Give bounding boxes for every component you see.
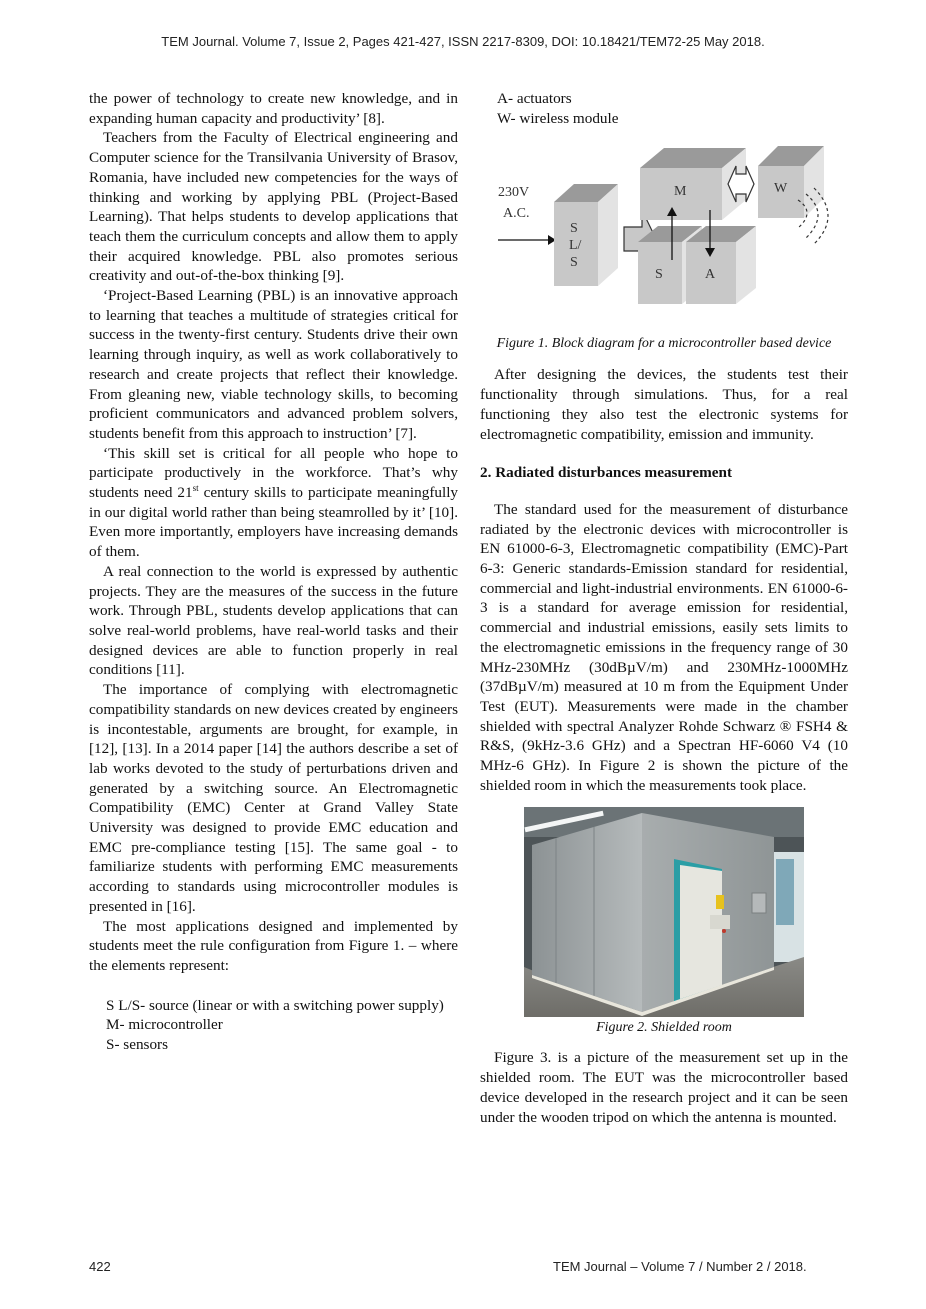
paragraph: After designing the devices, the students test their functionality through simulations. Thus, for a real functioning they also test the electronic systems for electromagnetic compatibility, emission and immunity. [480,366,848,443]
paragraph: ‘Project-Based Learning (PBL) is an innovative approach to learning that teaches a multitude of strategies critical for success in the twenty-first century. Students drive their own learning through inquiry, as well as work collaboratively to research and create projects that reflect their knowledge. From gleaning new, viable technology skills, to becoming proficient communicators and advanced problem solvers, students benefit from this approach to instruction’ [7]. [89,287,458,442]
paragraph: Figure 3. is a picture of the measurement set up in the shielded room. The EUT was the microcontroller based device developed in the research project and it can be seen under the wooden tripod on which the antenna is mounted. [480,1049,848,1126]
figure-legend-list [89,996,458,1055]
figure-legend-list [480,89,848,128]
input-label: 230V [498,185,530,201]
page-number: 422 [89,1259,111,1274]
paragraph [89,444,458,562]
section-heading: 2. Radiated disturbances measurement [480,464,732,482]
paragraph: the power of technology to create new knowledge, and in expanding human capacity and productivity’ [8]. [89,90,458,127]
paragraph: A real connection to the world is expressed by authentic projects. They are the measures of the success in the future work. Through PBL, students develop applications that can solve real-world problems, have real-world tasks and their designed devices are able to function properly in real conditions [11]. [89,562,458,679]
legend-item: W- wireless module [497,109,619,127]
block-diagram [492,140,842,310]
legend-item: M- microcontroller [106,1016,223,1034]
legend-item: S- sensors [106,1036,169,1054]
svg-text:M: M [674,184,687,200]
figure-1-block-diagram [480,140,848,335]
paragraph-text: ‘This skill set is critical for all people who hope to participate productively in the workforce. That’s why students need 21 [89,444,458,502]
svg-text:S: S [570,221,578,237]
input-arrow-icon [498,235,556,245]
figure-2-caption: Figure 2. Shielded room [596,1020,732,1036]
paragraph: The most applications designed and implemented by students meet the rule configuration from Figure 1. – where the elements represent: [89,917,458,974]
right-column [480,89,848,1127]
running-head: TEM Journal. Volume 7, Issue 2, Pages 421-427, ISSN 2217-8309, DOI: 10.18421/TEM72-25 May 2018. [161,34,765,49]
svg-text:W: W [774,181,788,197]
input-label: A.C. [503,206,530,222]
svg-text:A: A [705,267,716,283]
shielded-room-image [524,807,804,1017]
paragraph-text: century skills to participate meaningfully in our digital world rather than being steamrolled by it’ [10]. Even more importantly, employers have increasing demands of them. [89,484,459,561]
footer-journal: TEM Journal – Volume 7 / Number 2 / 2018. [553,1259,807,1274]
source-block [554,184,618,286]
figure-2-shielded-room-photo [524,807,804,1017]
legend-item: A- actuators [497,90,572,107]
legend-item: S L/S- source (linear or with a switching power supply) [106,996,444,1014]
warning-sign-icon [716,895,724,909]
paragraph: Teachers from the Faculty of Electrical engineering and Computer science for the Transilvania University of Brasov, Romania, have included new competencies for the ways of thinking and working by applying PBL (Project-Based Learning). That helps students to develop applications that teach them the curriculum concepts and allow them to apply their acquired knowledge. PBL also promotes serious creativity and out-of-the-box thinking [9]. [89,129,458,285]
left-column [89,89,458,1055]
svg-text:S: S [655,267,663,283]
wireless-module-block [758,146,824,218]
svg-text:L/: L/ [569,238,582,254]
superscript: st [192,483,199,494]
paragraph: The importance of complying with electromagnetic compatibility standards on new devices created by engineers is incontestable, arguments are brought, for example, in [12], [13]. In a 2014 paper [14] the authors describe a set of lab works devoted to the study of perturbations driven and generated by a switching source. An Electromagnetic Compatibility (EMC) Center at Grand Valley State University was designed to provide EMC education and EMC pre-compliance testing [15]. The same goal - to familiarize students with performing EMC measurements according to standards using microcontroller modules is presented in [16]. [89,681,458,915]
figure-1-caption: Figure 1. Block diagram for a microcontroller based device [496,336,832,352]
actuators-block [686,226,756,304]
svg-text:S: S [570,255,578,271]
paragraph: The standard used for the measurement of disturbance radiated by the electronic devices with microcontroller is EN 61000-6-3, Electromagnetic compatibility (EMC)-Part 6-3: Generic standards-Emission standard for residential, commercial and light-industrial environments. EN 61000-6-3 is a standard for average emission for residential, commercial and industrial emissions, easily sets limits to the electromagnetic emissions in the frequency range of 30 MHz-230MHz (30dBµV/m) and 230MHz-1000MHz (37dBµV/m) measured at 10 m from the Equipment Under Test (EUT). Measurements were made in the chamber shielded with spectral Analyzer Rohde Schwarz ® FSH4 & R&S, (9kHz-3.6 GHz) and a Spectran HF-6060 V4 (10 MHz-6 GHz). In Figure 2 is shown the picture of the shielded room in which the measurements took place. [480,500,848,794]
